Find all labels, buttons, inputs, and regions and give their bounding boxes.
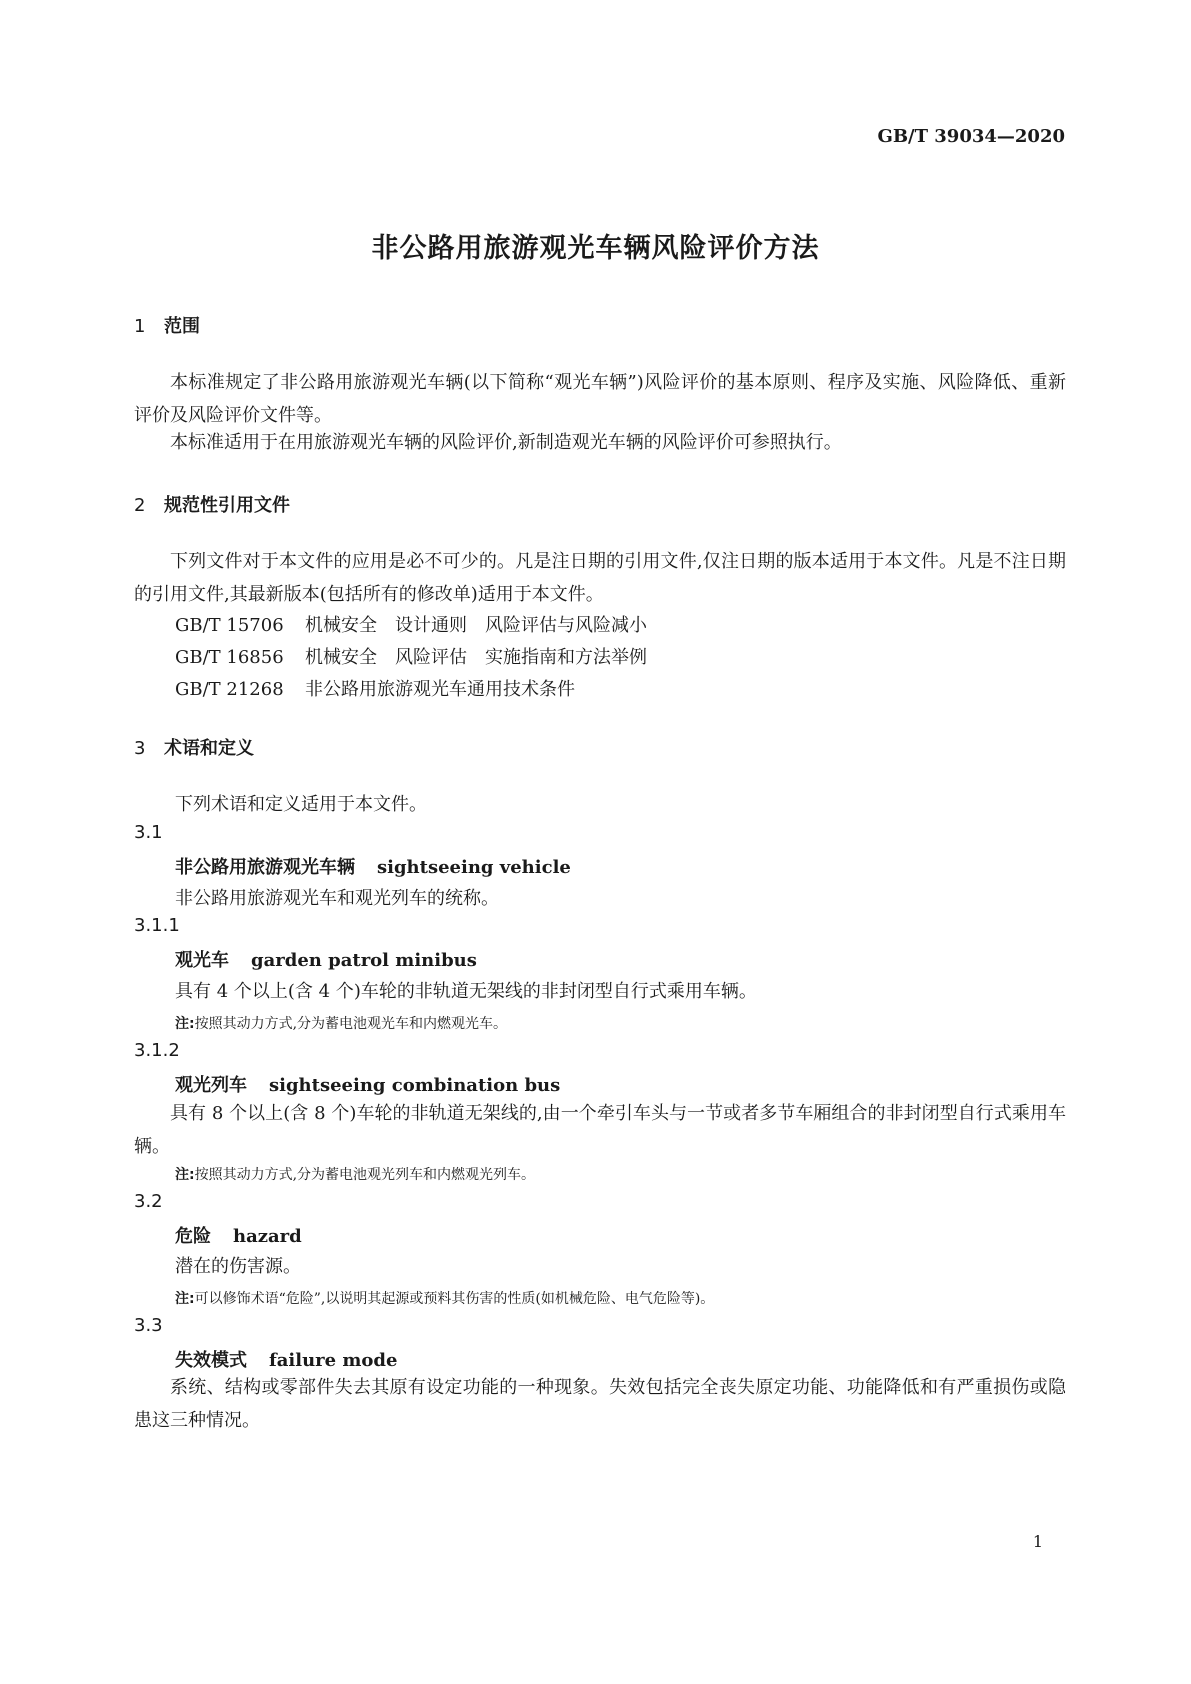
reference-code: GB/T 15706 — [175, 615, 284, 636]
reference-item — [175, 611, 647, 637]
term-number: 3.2 — [134, 1191, 163, 1212]
term-en: sightseeing vehicle — [377, 857, 571, 878]
term-note — [175, 1013, 507, 1033]
term-zh: 观光列车 — [175, 1075, 247, 1096]
reference-title: 机械安全 设计通则 风险评估与风险减小 — [305, 615, 647, 636]
note-text: 按照其动力方式,分为蓄电池观光车和内燃观光车。 — [194, 1016, 508, 1032]
term-definition: 具有 8 个以上(含 8 个)车轮的非轨道无架线的,由一个牵引车头与一节或者多节车厢组合的非封闭型自行式乘用车辆。 — [134, 1103, 1066, 1157]
term-definition: 潜在的伤害源。 — [175, 1256, 301, 1277]
term-note — [175, 1164, 535, 1184]
note-label: 注: — [175, 1291, 195, 1307]
term-en: sightseeing combination bus — [269, 1075, 561, 1096]
term-definition: 系统、结构或零部件失去其原有设定功能的一种现象。失效包括完全丧失原定功能、功能降低和有严重损伤或隐患这三种情况。 — [134, 1377, 1066, 1431]
scope-paragraph-2: 本标准适用于在用旅游观光车辆的风险评价,新制造观光车辆的风险评价可参照执行。 — [170, 432, 842, 453]
term-entry — [175, 1346, 397, 1372]
term-entry — [175, 853, 571, 879]
clause-title: 术语和定义 — [164, 738, 254, 759]
term-number: 3.1 — [134, 822, 163, 843]
note-text: 按照其动力方式,分为蓄电池观光列车和内燃观光列车。 — [194, 1167, 536, 1183]
term-en: hazard — [233, 1226, 302, 1247]
reference-item — [175, 675, 575, 701]
clause-number: 2 — [134, 495, 146, 516]
term-number: 3.1.2 — [134, 1040, 180, 1061]
page-number: 1 — [1032, 1532, 1043, 1551]
term-entry — [175, 946, 477, 972]
term-zh: 非公路用旅游观光车辆 — [175, 857, 355, 878]
clause-title: 规范性引用文件 — [164, 495, 290, 516]
document-title: 非公路用旅游观光车辆风险评价方法 — [371, 233, 820, 264]
reference-code: GB/T 21268 — [175, 679, 284, 700]
reference-title: 机械安全 风险评估 实施指南和方法举例 — [305, 647, 647, 668]
term-en: failure mode — [269, 1350, 398, 1371]
clause-number: 1 — [134, 316, 146, 337]
term-note — [175, 1288, 714, 1308]
term-entry — [175, 1071, 560, 1097]
term-zh: 危险 — [175, 1226, 211, 1247]
reference-code: GB/T 16856 — [175, 647, 284, 668]
note-label: 注: — [175, 1016, 195, 1032]
term-number: 3.1.1 — [134, 915, 180, 936]
terms-intro: 下列术语和定义适用于本文件。 — [175, 794, 427, 815]
clause-2-heading — [134, 491, 290, 517]
reference-title: 非公路用旅游观光车通用技术条件 — [305, 679, 575, 700]
term-zh: 失效模式 — [175, 1350, 247, 1371]
standard-code: GB/T 39034—2020 — [877, 126, 1065, 147]
note-label: 注: — [175, 1167, 195, 1183]
refs-paragraph: 下列文件对于本文件的应用是必不可少的。凡是注日期的引用文件,仅注日期的版本适用于本文件。凡是不注日期的引用文件,其最新版本(包括所有的修改单)适用于本文件。 — [134, 551, 1066, 605]
note-text: 可以修饰术语“危险”,以说明其起源或预料其伤害的性质(如机械危险、电气危险等)。 — [194, 1291, 715, 1307]
scope-paragraph-1: 本标准规定了非公路用旅游观光车辆(以下简称“观光车辆”)风险评价的基本原则、程序及实施、风险降低、重新评价及风险评价文件等。 — [134, 372, 1066, 426]
term-number: 3.3 — [134, 1315, 163, 1336]
clause-title: 范围 — [164, 316, 200, 337]
term-entry — [175, 1222, 302, 1248]
clause-3-heading — [134, 734, 254, 760]
term-definition: 非公路用旅游观光车和观光列车的统称。 — [175, 888, 499, 909]
clause-1-heading — [134, 312, 200, 338]
reference-item — [175, 643, 647, 669]
term-definition: 具有 4 个以上(含 4 个)车轮的非轨道无架线的非封闭型自行式乘用车辆。 — [175, 981, 757, 1002]
term-en: garden patrol minibus — [251, 950, 477, 971]
term-zh: 观光车 — [175, 950, 229, 971]
clause-number: 3 — [134, 738, 146, 759]
